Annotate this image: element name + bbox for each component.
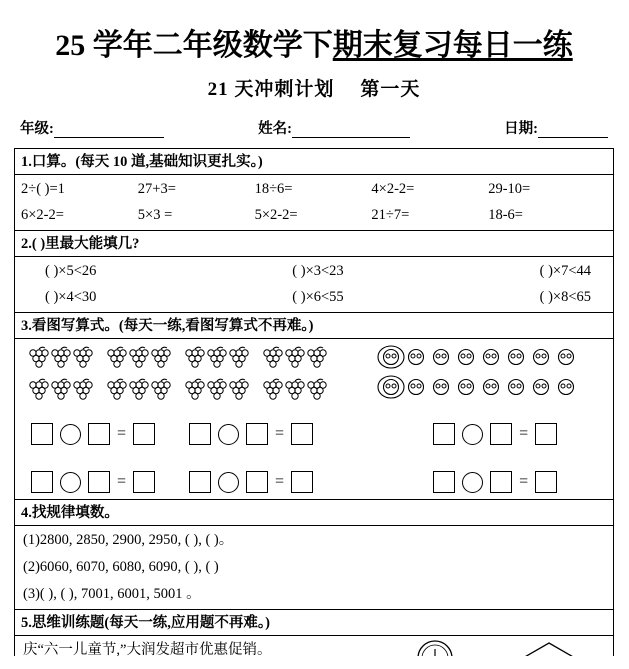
fill-item: ( )×3<23 [292, 263, 344, 279]
name-label: 姓名: [258, 121, 292, 137]
grade-input-line[interactable] [54, 124, 164, 138]
calc-item: 21÷7= [371, 207, 410, 223]
equation-group[interactable] [31, 423, 155, 445]
page-subtitle [14, 74, 614, 101]
answer-box[interactable] [490, 423, 512, 445]
section-3-equation-row-1 [21, 423, 621, 445]
answer-box[interactable] [433, 471, 455, 493]
date-field[interactable] [504, 117, 608, 138]
section-2-row-1 [15, 257, 613, 284]
grade-field[interactable] [20, 117, 164, 138]
answer-box[interactable] [133, 471, 155, 493]
subtitle-left: 21 天冲刺计划 [207, 79, 335, 100]
operator-circle[interactable] [218, 424, 239, 445]
answer-box[interactable] [246, 471, 268, 493]
operator-circle[interactable] [462, 424, 483, 445]
answer-box[interactable] [88, 471, 110, 493]
answer-box[interactable] [133, 423, 155, 445]
section-2-heading: 2.( )里最大能填几? [21, 236, 140, 252]
calc-item: 4×2-2= [371, 181, 415, 197]
fill-item: ( )×6<55 [292, 289, 344, 305]
section-5-heading: 5.思维训练题(每天一练,应用题不再难。) [21, 615, 270, 631]
house-icon [515, 640, 605, 656]
calc-item: 18-6= [488, 207, 523, 223]
section-5-body: 庆“六一儿童节,”大润发超市优惠促销。 [23, 642, 272, 656]
calc-item: 29-10= [488, 181, 531, 197]
section-4-row-2: (2)6060, 6070, 6080, 6090, ( ), ( ) [23, 559, 219, 575]
answer-box[interactable] [88, 423, 110, 445]
calc-item: 2÷( )=1 [21, 181, 65, 197]
answer-box[interactable] [490, 471, 512, 493]
equation-group[interactable] [433, 423, 557, 445]
equation-group[interactable] [189, 471, 313, 493]
calc-item: 18÷6= [254, 181, 293, 197]
fill-item: ( )×7<44 [539, 263, 591, 279]
operator-circle[interactable] [60, 472, 81, 493]
section-1-row-2 [15, 204, 613, 230]
equals-sign: = [519, 473, 529, 490]
section-1 [14, 148, 614, 230]
answer-box[interactable] [433, 423, 455, 445]
clock-icon [411, 638, 471, 656]
section-4-row-3: (3)( ), ( ), 7001, 6001, 5001 。 [23, 586, 201, 602]
date-label: 日期: [504, 121, 538, 137]
subtitle-right: 第一天 [360, 79, 421, 100]
section-3-picture-area [15, 339, 613, 499]
answer-box[interactable] [535, 423, 557, 445]
equals-sign: = [519, 425, 529, 442]
equation-group[interactable] [189, 423, 313, 445]
worksheet-sheet [14, 16, 614, 656]
operator-circle[interactable] [462, 472, 483, 493]
equation-group[interactable] [433, 471, 557, 493]
equals-sign: = [275, 425, 285, 442]
operator-circle[interactable] [60, 424, 81, 445]
grapes-illustration-left [27, 345, 327, 415]
section-5 [14, 609, 614, 656]
title-plain-part: 25 学年二年级数学下 [55, 29, 333, 62]
page-title [14, 26, 614, 66]
section-4 [14, 499, 614, 609]
answer-box[interactable] [189, 423, 211, 445]
answer-box[interactable] [189, 471, 211, 493]
fill-item: ( )×8<65 [539, 289, 591, 305]
equals-sign: = [275, 473, 285, 490]
section-4-row-1: (1)2800, 2850, 2900, 2950, ( ), ( )。 [23, 532, 234, 548]
section-1-heading: 1.口算。(每天 10 道,基础知识更扎实。) [21, 154, 263, 170]
section-1-row-1 [15, 175, 613, 204]
name-input-line[interactable] [292, 124, 410, 138]
equals-sign: = [117, 425, 127, 442]
title-underlined-part: 期末复习每日一练 [332, 29, 573, 62]
answer-box[interactable] [246, 423, 268, 445]
name-field[interactable] [258, 117, 410, 138]
section-4-heading: 4.找规律填数。 [21, 505, 119, 521]
calc-item: 27+3= [137, 181, 176, 197]
equals-sign: = [117, 473, 127, 490]
answer-box[interactable] [31, 423, 53, 445]
calc-item: 5×3 = [137, 207, 173, 223]
section-2 [14, 230, 614, 312]
operator-circle[interactable] [218, 472, 239, 493]
calc-item: 6×2-2= [21, 207, 64, 223]
section-3-equation-row-2 [21, 471, 621, 493]
fill-item: ( )×5<26 [45, 263, 97, 279]
equation-group[interactable] [31, 471, 155, 493]
calc-item: 5×2-2= [254, 207, 298, 223]
answer-box[interactable] [535, 471, 557, 493]
section-3 [14, 312, 614, 499]
section-3-heading: 3.看图写算式。(每天一练,看图写算式不再难。) [21, 318, 314, 334]
student-info-row [14, 117, 614, 138]
fill-item: ( )×4<30 [45, 289, 97, 305]
answer-box[interactable] [291, 423, 313, 445]
answer-box[interactable] [31, 471, 53, 493]
answer-box[interactable] [291, 471, 313, 493]
grade-label: 年级: [20, 121, 54, 137]
date-input-line[interactable] [538, 124, 608, 138]
section-2-row-2 [15, 284, 613, 312]
eyes-illustration-right [375, 343, 595, 413]
